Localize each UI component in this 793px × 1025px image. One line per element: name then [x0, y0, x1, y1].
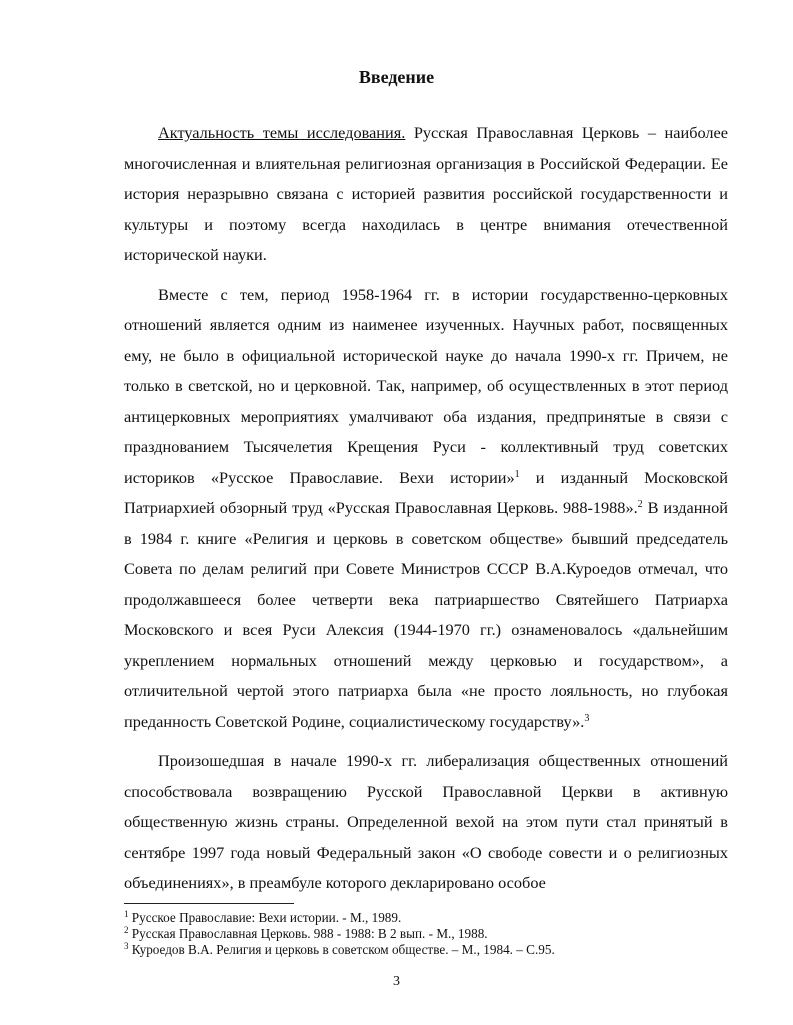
- paragraph-liberalization: [124, 746, 728, 899]
- footnote-text: Куроедов В.А. Религия и церковь в советском обществе. – М., 1984. – С.95.: [128, 942, 555, 957]
- page-title: Введение: [358, 67, 435, 87]
- paragraph-segment: и изданный Московской Патриархией обзорный труд «Русская Православная Церковь. 988-1988».: [124, 467, 728, 517]
- footnote-number: 2: [124, 925, 129, 935]
- paragraph-relevance: [124, 118, 728, 271]
- footnote-3: [124, 942, 728, 958]
- paragraph-segment: Вместе с тем, период 1958-1964 гг. в истории государственно-церковных отношений является одним из наименее изученных. Научных работ, посвященных ему, не было в официальной исторической науке до начала 1990-х гг. Причем, не только в светской, но и церковной. Так, например, об осуществленных в этот период антицерковных мероприятиях умалчивают оба издания, предпринятые в связи с празднованием Тысячелетия Крещения Руси - коллективный труд советских историков «Русское Православие. Вехи истории»: [124, 284, 728, 487]
- footnote-2: [124, 926, 728, 942]
- page-number: 3: [393, 974, 400, 989]
- footnote-text: Русское Православие: Вехи истории. - М., 1989.: [128, 910, 402, 925]
- footnote-ref-2: 2: [637, 499, 643, 510]
- paragraph-segment: В изданной в 1984 г. книге «Религия и церковь в советском обществе» бывший председатель Совета по делам религий при Совете Министров СССР В.А.Куроедов отмечал, что продолжавшееся более четверти века патриаршество Святейшего Патриарха Московского и всея Руси Алексия (1944-1970 гг.) ознаменовалось «дальнейшим укреплением нормальных отношений между церковью и государством», а отличительной чертой этого патриарха была «не просто лояльность, но глубокая преданность Советской Родине, социалистическому государству».: [124, 498, 728, 731]
- footnote-ref-3: 3: [584, 712, 590, 724]
- footnote-text: Русская Православная Церковь. 988 - 1988: В 2 вып. - М., 1988.: [128, 926, 488, 941]
- footnote-number: 1: [124, 909, 129, 919]
- footnote-number: 3: [124, 941, 129, 951]
- paragraph-text: Русская Православная Церковь – наиболее многочисленная и влиятельная религиозная организация в Российской Федерации. Ее история неразрывно связана с историей развития российской государственности и культуры и поэтому всегда находилась в центре внимания отечественной исторической науки.: [124, 123, 728, 264]
- footnotes: [124, 910, 728, 958]
- footnote-1: [124, 910, 728, 926]
- paragraph-text: Произошедшая в начале 1990-х гг. либерализация общественных отношений способствовала возвращению Русской Православной Церкви в активную общественную жизнь страны. Определенной вехой на этом пути стал принятый в сентябре 1997 года новый Федеральный закон «О свободе совести и о религиозных объединениях», в преамбуле которого декларировано особое: [124, 751, 728, 892]
- footnote-ref-1: 1: [514, 468, 520, 480]
- main-text: [124, 118, 728, 899]
- paragraph-historiography: [124, 280, 728, 738]
- relevance-heading: Актуальность темы исследования.: [158, 123, 406, 142]
- footnote-separator: [124, 903, 294, 904]
